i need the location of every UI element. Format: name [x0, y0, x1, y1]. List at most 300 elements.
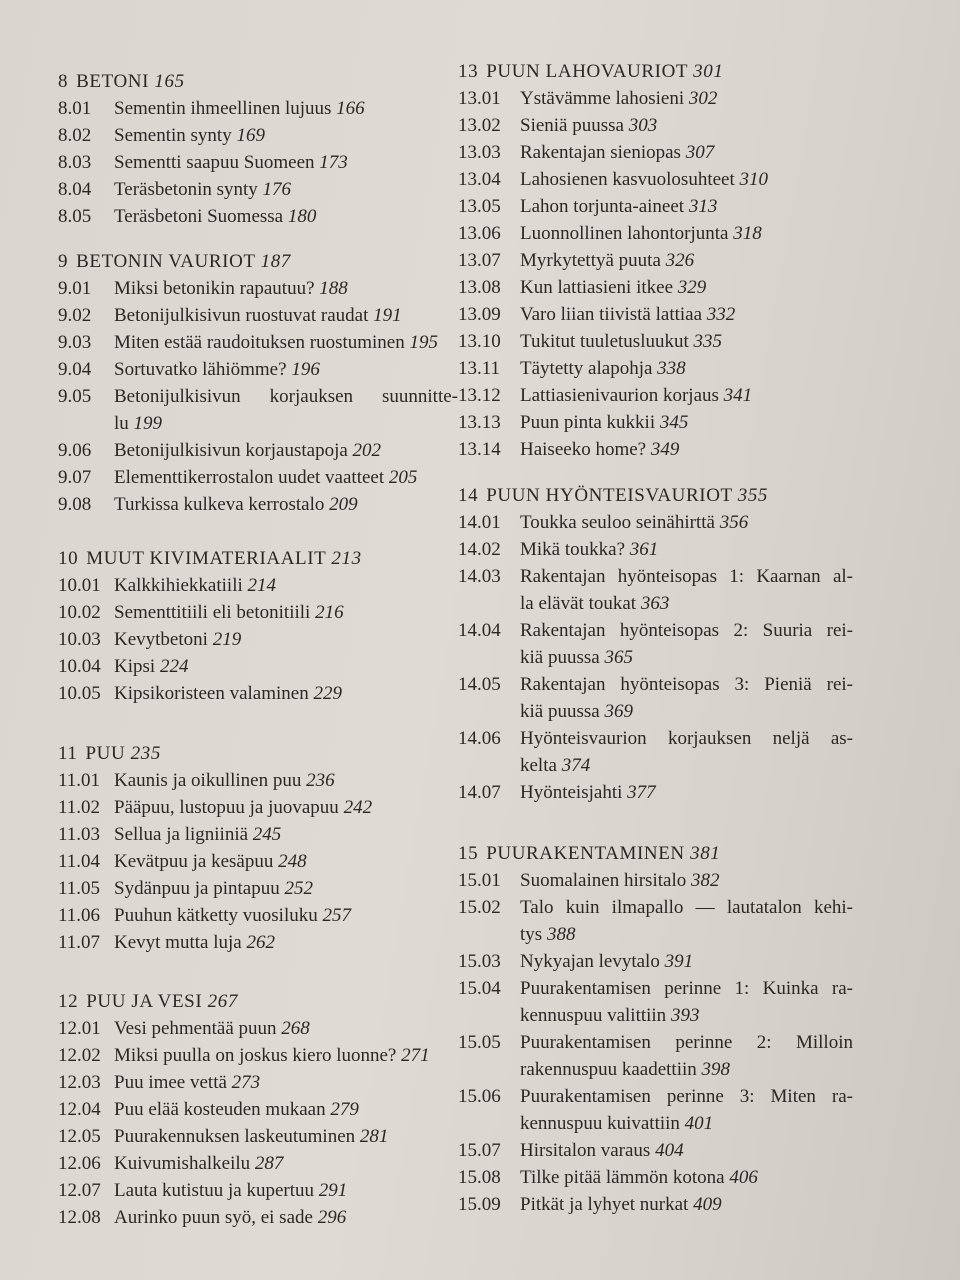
chapter-heading[interactable]: [458, 58, 853, 85]
toc-entry[interactable]: [58, 176, 458, 203]
entry-title-text: Kevytbetoni: [114, 629, 208, 650]
toc-entry[interactable]: [58, 1015, 458, 1042]
entry-number: 9.06: [58, 440, 92, 461]
entry-title: [114, 1069, 458, 1096]
entry-title-text: Puun pinta kukkii: [520, 412, 656, 433]
entry-title: [114, 1042, 458, 1069]
entry-number: 8.03: [58, 152, 92, 173]
entry-number: 13.03: [458, 142, 501, 163]
entry-number: 12.01: [58, 1018, 101, 1039]
entry-number: 14.02: [458, 539, 501, 560]
entry-title: [114, 491, 458, 518]
entry-title-line: [520, 436, 853, 463]
entry-title: [114, 848, 458, 875]
entry-number: 11.04: [58, 851, 101, 872]
entry-title: [114, 122, 458, 149]
entry-title-line: [114, 1015, 458, 1042]
entry-title: [114, 275, 458, 302]
toc-entry[interactable]: [458, 382, 853, 409]
entry-title-line: [520, 1056, 853, 1083]
entry-title-text: Varo liian tiivistä lattiaa: [520, 304, 703, 325]
toc-entry[interactable]: [458, 274, 853, 301]
toc-entry[interactable]: [58, 1069, 458, 1096]
toc-entry[interactable]: [458, 867, 853, 894]
toc-entry[interactable]: [58, 1150, 458, 1177]
entry-title-line: [114, 122, 458, 149]
entry-title-text: Täytetty alapohja: [520, 358, 653, 379]
entry-number: 8.04: [58, 179, 92, 200]
entry-title-text: Sellua ja ligniiniä: [114, 824, 249, 845]
entry-title-text: Sementtitiili eli betonitiili: [114, 602, 311, 623]
entry-title-text: kennuspuu kuivattiin: [520, 1113, 680, 1134]
entry-title: [520, 166, 853, 193]
entry-title-line: [520, 328, 853, 355]
entry-page-number: 176: [262, 179, 292, 200]
entry-title: [520, 382, 853, 409]
entry-title: [114, 875, 458, 902]
toc-entry[interactable]: [58, 821, 458, 848]
entry-number: 10.05: [58, 683, 101, 704]
entry-number: 9.04: [58, 359, 92, 380]
entry-title: [520, 617, 853, 671]
entry-page-number: 169: [236, 125, 265, 146]
chapter-page-number: 165: [154, 71, 185, 92]
entry-title-text: Haiseeko home?: [520, 439, 647, 460]
toc-entry[interactable]: [458, 779, 853, 806]
entry-page-number: 252: [284, 878, 313, 899]
toc-entry[interactable]: [458, 247, 853, 274]
entry-title-text: Toukka seuloo seinähirttä: [520, 512, 715, 533]
entry-title-line: [114, 1177, 458, 1204]
entry-title-line: [520, 139, 853, 166]
chapter-number: 13: [458, 61, 479, 82]
toc-entry[interactable]: [58, 1096, 458, 1123]
entry-title: [114, 1150, 458, 1177]
entry-title-text: tys: [520, 924, 543, 945]
toc-entry[interactable]: [458, 725, 853, 779]
entry-page-number: 374: [561, 755, 591, 776]
entry-page-number: 332: [706, 304, 736, 325]
entry-title: [114, 95, 458, 122]
toc-entry[interactable]: [458, 166, 853, 193]
entry-title-line: [520, 921, 853, 948]
toc-entry[interactable]: [58, 203, 458, 230]
entry-title-text: Kevyt mutta luja: [114, 932, 242, 953]
entry-title-text: Luonnollinen lahontorjunta: [520, 223, 729, 244]
entry-title-line: [520, 247, 853, 274]
entry-title-text: Betonijulkisivun korjaustapoja: [114, 440, 348, 461]
toc-entry[interactable]: [58, 848, 458, 875]
entry-title: [114, 767, 458, 794]
toc-entry[interactable]: [58, 680, 458, 707]
entry-title: [114, 572, 458, 599]
entry-title-line: [114, 410, 458, 437]
entry-title-line: [114, 929, 458, 956]
entry-title-text: Lahosienen kasvuolosuhteet: [520, 169, 735, 190]
toc-entry[interactable]: [458, 1083, 853, 1137]
entry-title-text: Lattiasienivaurion korjaus: [520, 385, 719, 406]
entry-title-text: Lauta kutistuu ja kupertuu: [114, 1180, 314, 1201]
entry-number: 8.02: [58, 125, 92, 146]
entry-title-text: Miksi betonikin rapautuu?: [114, 278, 315, 299]
entry-title: [520, 948, 853, 975]
chapter-heading[interactable]: [58, 545, 458, 572]
entry-title: [114, 653, 458, 680]
entry-title-text: Sementin ihmeellinen lujuus: [114, 98, 332, 119]
entry-title: [114, 383, 458, 437]
entry-page-number: 279: [330, 1099, 359, 1120]
chapter-number: 12: [58, 991, 79, 1012]
entry-number: 13.11: [458, 358, 501, 379]
entry-title-line: [520, 355, 853, 382]
toc-entry[interactable]: [58, 1204, 458, 1231]
chapter-number: 14: [458, 485, 479, 506]
toc-entry[interactable]: [458, 671, 853, 725]
entry-title-line: [520, 1137, 853, 1164]
chapter-heading[interactable]: [58, 988, 458, 1015]
entry-title: [114, 203, 458, 230]
entry-page-number: 205: [388, 467, 418, 488]
entry-title: [114, 149, 458, 176]
toc-entry[interactable]: [58, 767, 458, 794]
toc-entry[interactable]: [58, 122, 458, 149]
entry-title-text: Puurakentamisen perinne 3: Miten ra-: [520, 1086, 853, 1107]
entry-number: 13.14: [458, 439, 501, 460]
entry-title-line: [114, 176, 458, 203]
entry-number: 13.07: [458, 250, 501, 271]
entry-number: 15.01: [458, 870, 501, 891]
toc-entry[interactable]: [458, 975, 853, 1029]
chapter-heading[interactable]: [458, 840, 853, 867]
toc-entry[interactable]: [458, 1029, 853, 1083]
toc-entry[interactable]: [58, 275, 458, 302]
entry-title-line: [520, 274, 853, 301]
entry-number: 10.04: [58, 656, 101, 677]
entry-title: [520, 301, 853, 328]
chapter-page-number: 355: [737, 485, 769, 506]
entry-title-text: Rakentajan hyönteisopas 1: Kaarnan al-: [520, 566, 853, 587]
entry-page-number: 363: [640, 593, 670, 614]
toc-entry[interactable]: [58, 383, 458, 437]
toc-entry[interactable]: [58, 356, 458, 383]
entry-number: 13.06: [458, 223, 501, 244]
entry-title: [520, 867, 853, 894]
entry-title-line: [520, 894, 853, 921]
entry-page-number: 313: [688, 196, 718, 217]
entry-page-number: 404: [655, 1140, 684, 1161]
entry-title: [520, 509, 853, 536]
entry-title-line: [114, 626, 458, 653]
entry-title-line: [520, 1164, 853, 1191]
toc-entry[interactable]: [58, 572, 458, 599]
chapter-number: 15: [458, 843, 479, 864]
toc-entry[interactable]: [458, 220, 853, 247]
entry-title: [114, 464, 458, 491]
entry-page-number: 262: [246, 932, 275, 953]
entry-title: [114, 302, 458, 329]
entry-title-text: kelta: [520, 755, 557, 776]
entry-title: [520, 112, 853, 139]
entry-title-line: [114, 437, 458, 464]
toc-entry[interactable]: [58, 599, 458, 626]
entry-title-line: [114, 794, 458, 821]
entry-page-number: 361: [629, 539, 659, 560]
toc-entry[interactable]: [58, 302, 458, 329]
entry-title-line: [520, 220, 853, 247]
entry-title: [520, 1191, 853, 1218]
entry-title-line: [114, 203, 458, 230]
entry-page-number: 329: [677, 277, 707, 298]
entry-title-line: [520, 644, 853, 671]
entry-page-number: 195: [409, 332, 438, 353]
toc-entry[interactable]: [458, 301, 853, 328]
entry-title-line: [520, 590, 853, 617]
entry-title: [520, 220, 853, 247]
chapter-page-number: 267: [207, 991, 238, 1012]
entry-page-number: 257: [322, 905, 351, 926]
entry-page-number: 377: [627, 782, 656, 803]
entry-page-number: 209: [329, 494, 358, 515]
toc-entry[interactable]: [458, 948, 853, 975]
entry-title-line: [114, 356, 458, 383]
entry-number: 13.01: [458, 88, 501, 109]
entry-title-line: [520, 193, 853, 220]
entry-number: 12.06: [58, 1153, 101, 1174]
entry-title-line: [114, 1042, 458, 1069]
toc-entry[interactable]: [58, 794, 458, 821]
entry-title-text: Teräsbetonin synty: [114, 179, 258, 200]
entry-title-text: Teräsbetoni Suomessa: [114, 206, 284, 227]
entry-title-text: Puurakennuksen laskeutuminen: [114, 1126, 356, 1147]
chapter-heading[interactable]: [58, 740, 458, 767]
entry-number: 11.05: [58, 878, 101, 899]
entry-number: 13.13: [458, 412, 501, 433]
entry-title-text: Rakentajan hyönteisopas 3: Pieniä rei-: [520, 674, 853, 695]
entry-title-text: Mikä toukka?: [520, 539, 626, 560]
entry-page-number: 191: [373, 305, 402, 326]
entry-page-number: 236: [306, 770, 335, 791]
entry-title-text: Hyönteisvaurion korjauksen neljä as-: [520, 728, 853, 749]
entry-number: 14.07: [458, 782, 501, 803]
toc-entry[interactable]: [58, 95, 458, 122]
chapter-page-number: 381: [690, 843, 721, 864]
entry-page-number: 341: [723, 385, 753, 406]
entry-title: [520, 536, 853, 563]
entry-page-number: 214: [247, 575, 277, 596]
toc-entry[interactable]: [458, 193, 853, 220]
entry-title-text: la elävät toukat: [520, 593, 637, 614]
entry-number: 9.07: [58, 467, 92, 488]
entry-title-line: [520, 166, 853, 193]
entry-title-line: [114, 149, 458, 176]
toc-entry[interactable]: [458, 1164, 853, 1191]
entry-title-line: [114, 572, 458, 599]
entry-title-text: Kuivumishalkeilu: [114, 1153, 251, 1174]
entry-page-number: 268: [281, 1018, 310, 1039]
entry-number: 9.03: [58, 332, 92, 353]
entry-title-text: Pitkät ja lyhyet nurkat: [520, 1194, 689, 1215]
entry-number: 14.01: [458, 512, 501, 533]
entry-number: 11.07: [58, 932, 101, 953]
entry-number: 9.01: [58, 278, 92, 299]
toc-entry[interactable]: [458, 436, 853, 463]
entry-title-text: Suomalainen hirsitalo: [520, 870, 687, 891]
chapter-title: PUURAKENTAMINEN: [486, 843, 685, 864]
entry-title-text: Vesi pehmentää puun: [114, 1018, 277, 1039]
entry-title-line: [520, 1002, 853, 1029]
entry-number: 13.08: [458, 277, 501, 298]
entry-title-line: [520, 1110, 853, 1137]
entry-number: 13.09: [458, 304, 501, 325]
entry-title: [520, 1164, 853, 1191]
entry-title: [114, 329, 458, 356]
entry-title-text: Kun lattiasieni itkee: [520, 277, 674, 298]
toc-entry[interactable]: [458, 894, 853, 948]
toc-entry[interactable]: [458, 1191, 853, 1218]
entry-page-number: 335: [693, 331, 722, 352]
toc-entry[interactable]: [458, 617, 853, 671]
entry-page-number: 242: [343, 797, 373, 818]
entry-title-text: Myrkytettyä puuta: [520, 250, 661, 271]
entry-page-number: 391: [664, 951, 694, 972]
entry-title-line: [114, 1150, 458, 1177]
entry-title-text: Rakentajan sieniopas: [520, 142, 681, 163]
entry-number: 11.06: [58, 905, 101, 926]
entry-title-text: rakennuspuu kaadettiin: [520, 1059, 697, 1080]
entry-number: 13.04: [458, 169, 501, 190]
entry-number: 15.06: [458, 1086, 501, 1107]
toc-entry[interactable]: [58, 437, 458, 464]
entry-title-line: [114, 848, 458, 875]
entry-number: 14.05: [458, 674, 501, 695]
toc-entry[interactable]: [458, 328, 853, 355]
entry-title: [520, 85, 853, 112]
entry-page-number: 216: [315, 602, 344, 623]
toc-entry[interactable]: [58, 149, 458, 176]
entry-page-number: 296: [317, 1207, 347, 1228]
entry-page-number: 398: [701, 1059, 731, 1080]
entry-number: 8.01: [58, 98, 92, 119]
entry-title-text: Pääpuu, lustopuu ja juovapuu: [114, 797, 339, 818]
toc-entry[interactable]: [58, 902, 458, 929]
entry-title-line: [114, 329, 458, 356]
entry-title-line: [114, 1069, 458, 1096]
entry-title-line: [520, 779, 853, 806]
toc-chapter: [458, 58, 853, 463]
toc-chapter: [58, 740, 458, 956]
entry-title-line: [114, 680, 458, 707]
entry-page-number: 338: [657, 358, 686, 379]
chapter-heading[interactable]: [458, 482, 853, 509]
toc-entry[interactable]: [58, 1177, 458, 1204]
entry-number: 13.05: [458, 196, 501, 217]
entry-title: [114, 902, 458, 929]
chapter-heading[interactable]: [58, 248, 458, 275]
entry-number: 9.02: [58, 305, 92, 326]
toc-entry[interactable]: [458, 1137, 853, 1164]
entry-title-text: Tilke pitää lämmön kotona: [520, 1167, 725, 1188]
toc-entry[interactable]: [58, 491, 458, 518]
entry-page-number: 229: [313, 683, 342, 704]
entry-title: [520, 1029, 853, 1083]
entry-title-line: [114, 275, 458, 302]
entry-number: 15.09: [458, 1194, 501, 1215]
toc-entry[interactable]: [58, 464, 458, 491]
entry-title: [520, 1083, 853, 1137]
entry-title-line: [114, 383, 458, 410]
entry-title: [520, 328, 853, 355]
entry-page-number: 202: [352, 440, 382, 461]
toc-entry[interactable]: [458, 112, 853, 139]
entry-title-text: Turkissa kulkeva kerrostalo: [114, 494, 325, 515]
entry-title: [114, 1204, 458, 1231]
entry-title-line: [520, 698, 853, 725]
toc-entry[interactable]: [458, 355, 853, 382]
entry-page-number: 349: [650, 439, 680, 460]
toc-entry[interactable]: [58, 653, 458, 680]
entry-title-text: Hirsitalon varaus: [520, 1140, 651, 1161]
entry-title-line: [520, 1191, 853, 1218]
entry-title: [520, 274, 853, 301]
entry-page-number: 307: [685, 142, 715, 163]
toc-entry[interactable]: [458, 563, 853, 617]
entry-number: 11.03: [58, 824, 101, 845]
chapter-heading[interactable]: [58, 68, 458, 95]
entry-number: 10.03: [58, 629, 101, 650]
entry-title-text: Talo kuin ilmapallo — lautatalon kehi-: [520, 897, 853, 918]
entry-number: 12.05: [58, 1126, 101, 1147]
entry-page-number: 173: [319, 152, 348, 173]
toc-entry[interactable]: [58, 329, 458, 356]
toc-entry[interactable]: [58, 929, 458, 956]
chapter-title: BETONIN VAURIOT: [76, 251, 256, 272]
entry-number: 15.07: [458, 1140, 501, 1161]
entry-title-text: Puu imee vettä: [114, 1072, 227, 1093]
toc-entry[interactable]: [58, 1042, 458, 1069]
toc-entry[interactable]: [458, 85, 853, 112]
entry-title: [114, 437, 458, 464]
entry-page-number: 245: [252, 824, 282, 845]
entry-title-line: [114, 302, 458, 329]
toc-entry[interactable]: [58, 1123, 458, 1150]
toc-entry[interactable]: [458, 139, 853, 166]
toc-entry[interactable]: [58, 626, 458, 653]
toc-chapter: [58, 248, 458, 518]
chapter-title: MUUT KIVIMATERIAALIT: [86, 548, 327, 569]
entry-title: [520, 355, 853, 382]
toc-entry[interactable]: [458, 536, 853, 563]
entry-title: [114, 599, 458, 626]
entry-title: [520, 779, 853, 806]
entry-title-line: [520, 536, 853, 563]
entry-page-number: 273: [231, 1072, 261, 1093]
entry-page-number: 406: [729, 1167, 758, 1188]
toc-entry[interactable]: [458, 409, 853, 436]
entry-page-number: 356: [719, 512, 749, 533]
toc-entry[interactable]: [58, 875, 458, 902]
entry-page-number: 248: [278, 851, 307, 872]
entry-title: [520, 725, 853, 779]
chapter-number: 9: [58, 251, 69, 272]
entry-number: 13.02: [458, 115, 501, 136]
entry-title-text: Lahon torjunta-aineet: [520, 196, 685, 217]
entry-page-number: 409: [693, 1194, 722, 1215]
entry-title-line: [520, 509, 853, 536]
entry-page-number: 401: [684, 1113, 714, 1134]
entry-title-text: Nykyajan levytalo: [520, 951, 660, 972]
entry-title-text: kiä puussa: [520, 701, 600, 722]
toc-entry[interactable]: [458, 509, 853, 536]
